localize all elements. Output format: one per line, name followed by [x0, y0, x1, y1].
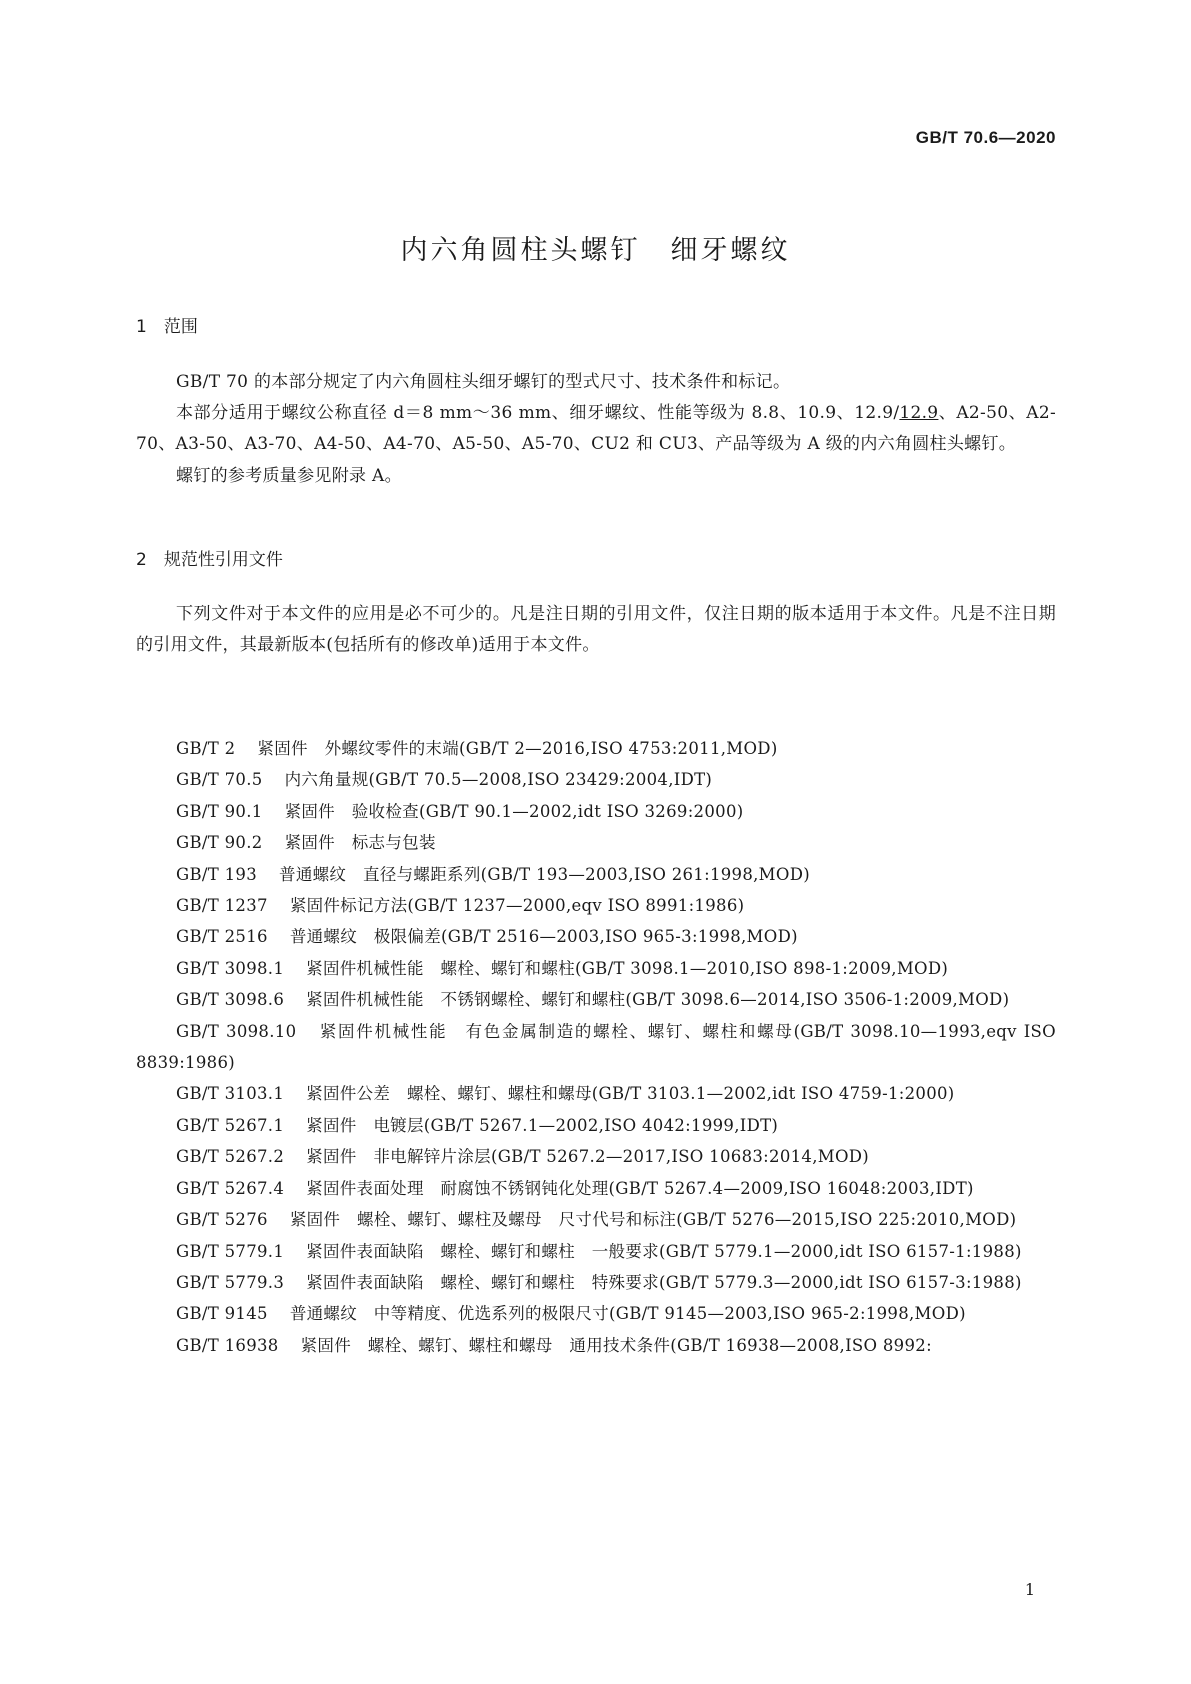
reference-code: GB/T 9145: [176, 1304, 268, 1324]
reference-title: 紧固件 非电解锌片涂层(GB/T 5267.2—2017,ISO 10683:2014,MOD): [306, 1147, 870, 1167]
reference-entry: [136, 764, 1056, 795]
reference-title: 紧固件表面缺陷 螺栓、螺钉和螺柱 一般要求(GB/T 5779.1—2000,idt ISO 6157-1:1988): [306, 1241, 1022, 1261]
underlined-grade: 12.9: [899, 403, 939, 424]
page-number: 1: [1024, 1580, 1035, 1599]
reference-code: GB/T 2516: [176, 927, 268, 947]
reference-code: GB/T 2: [176, 739, 236, 758]
reference-code: GB/T 3098.6: [176, 990, 285, 1010]
scope-text: 本部分适用于螺纹公称直径 d＝8 mm～36 mm、细牙螺纹、性能等级为 8.8、10.9、12.9/: [176, 403, 900, 424]
scope-paragraph: GB/T 70 的本部分规定了内六角圆柱头细牙螺钉的型式尺寸、技术条件和标记。: [176, 372, 791, 392]
reference-title: 内六角量规(GB/T 70.5—2008,ISO 23429:2004,IDT): [284, 770, 713, 790]
reference-title: 紧固件机械性能 不锈钢螺栓、螺钉和螺柱(GB/T 3098.6—2014,ISO 3506-1:2009,MOD): [306, 990, 1010, 1010]
reference-entry: [136, 1236, 1056, 1267]
reference-entry: [136, 1141, 1056, 1172]
reference-code: GB/T 5779.1: [176, 1241, 285, 1261]
reference-code: GB/T 1237: [176, 896, 268, 916]
reference-title: 紧固件公差 螺栓、螺钉、螺柱和螺母(GB/T 3103.1—2002,idt ISO 4759-1:2000): [306, 1084, 955, 1104]
scope-paragraph: [136, 398, 1056, 460]
reference-title: 普通螺纹 极限偏差(GB/T 2516—2003,ISO 965-3:1998,MOD): [289, 927, 798, 947]
reference-entry: [136, 1173, 1056, 1204]
scope-paragraphs: [136, 367, 1056, 492]
reference-title: 紧固件 电镀层(GB/T 5267.1—2002,ISO 4042:1999,IDT): [306, 1115, 779, 1135]
reference-entry: [136, 796, 1056, 827]
reference-title: 紧固件 外螺纹零件的末端(GB/T 2—2016,ISO 4753:2011,MOD): [257, 739, 778, 758]
reference-title: 紧固件 标志与包装: [284, 833, 436, 853]
reference-code: GB/T 3098.10: [176, 1021, 297, 1041]
reference-code: GB/T 90.1: [176, 801, 263, 821]
reference-title: 紧固件 验收检查(GB/T 90.1—2002,idt ISO 3269:2000): [284, 801, 744, 821]
references-intro: [136, 599, 1056, 661]
reference-title: 紧固件 螺栓、螺钉、螺柱及螺母 尺寸代号和标注(GB/T 5276—2015,ISO 225:2010,MOD): [289, 1210, 1017, 1230]
reference-entry: [136, 1330, 1056, 1361]
reference-code: GB/T 3103.1: [176, 1084, 285, 1104]
reference-code: GB/T 5779.3: [176, 1272, 285, 1292]
standard-code: GB/T 70.6—2020: [915, 128, 1056, 147]
reference-entry: [136, 827, 1056, 858]
section-heading-scope: 1 范围: [136, 317, 198, 337]
reference-entry: [136, 1078, 1056, 1109]
reference-entry: [136, 1298, 1056, 1329]
reference-entry: [136, 1267, 1056, 1298]
reference-title: 紧固件 螺栓、螺钉、螺柱和螺母 通用技术条件(GB/T 16938—2008,ISO 8992:: [300, 1335, 932, 1355]
reference-title: 紧固件机械性能 有色金属制造的螺栓、螺钉、螺柱和螺母(GB/T 3098.10—1993,eqv ISO 8839:1986): [136, 1021, 1056, 1073]
reference-entry: [136, 1110, 1056, 1141]
reference-code: GB/T 5276: [176, 1210, 268, 1230]
reference-entry: [136, 984, 1056, 1015]
reference-entry: [136, 733, 1056, 764]
scope-text: 、A2-50、A2-70、A3-50、A3-70、A4-50、A4-70、A5-50、A5-70、CU2 和 CU3、产品等级为 A 级的内六角圆柱头螺钉。: [136, 403, 1056, 455]
reference-title: 普通螺纹 直径与螺距系列(GB/T 193—2003,ISO 261:1998,MOD): [279, 864, 810, 884]
reference-title: 普通螺纹 中等精度、优选系列的极限尺寸(GB/T 9145—2003,ISO 965-2:1998,MOD): [289, 1304, 966, 1324]
reference-code: GB/T 5267.2: [176, 1147, 285, 1167]
reference-entry: [136, 1016, 1056, 1079]
reference-entry: [136, 890, 1056, 921]
section-heading-normative-references: 2 规范性引用文件: [136, 550, 283, 570]
reference-title: 紧固件表面缺陷 螺栓、螺钉和螺柱 特殊要求(GB/T 5779.3—2000,idt ISO 6157-3:1988): [306, 1272, 1022, 1292]
reference-entry: [136, 953, 1056, 984]
reference-title: 紧固件标记方法(GB/T 1237—2000,eqv ISO 8991:1986): [289, 896, 745, 916]
reference-list: [136, 733, 1056, 1361]
document-title: 内六角圆柱头螺钉 细牙螺纹: [400, 235, 791, 266]
reference-title: 紧固件表面处理 耐腐蚀不锈钢钝化处理(GB/T 5267.4—2009,ISO 16048:2003,IDT): [306, 1178, 974, 1198]
reference-entry: [136, 1204, 1056, 1235]
reference-code: GB/T 193: [176, 864, 258, 884]
reference-code: GB/T 90.2: [176, 833, 263, 853]
reference-code: GB/T 5267.4: [176, 1178, 285, 1198]
reference-entry: [136, 859, 1056, 890]
reference-code: GB/T 70.5: [176, 770, 263, 790]
reference-code: GB/T 16938: [176, 1335, 279, 1355]
scope-paragraph: 螺钉的参考质量参见附录 A。: [176, 465, 402, 486]
references-intro-paragraph: 下列文件对于本文件的应用是必不可少的。凡是注日期的引用文件，仅注日期的版本适用于本文件。凡是不注日期的引用文件，其最新版本(包括所有的修改单)适用于本文件。: [136, 604, 1056, 656]
reference-code: GB/T 5267.1: [176, 1115, 285, 1135]
reference-code: GB/T 3098.1: [176, 958, 285, 978]
reference-entry: [136, 921, 1056, 952]
reference-title: 紧固件机械性能 螺栓、螺钉和螺柱(GB/T 3098.1—2010,ISO 898-1:2009,MOD): [306, 958, 949, 978]
